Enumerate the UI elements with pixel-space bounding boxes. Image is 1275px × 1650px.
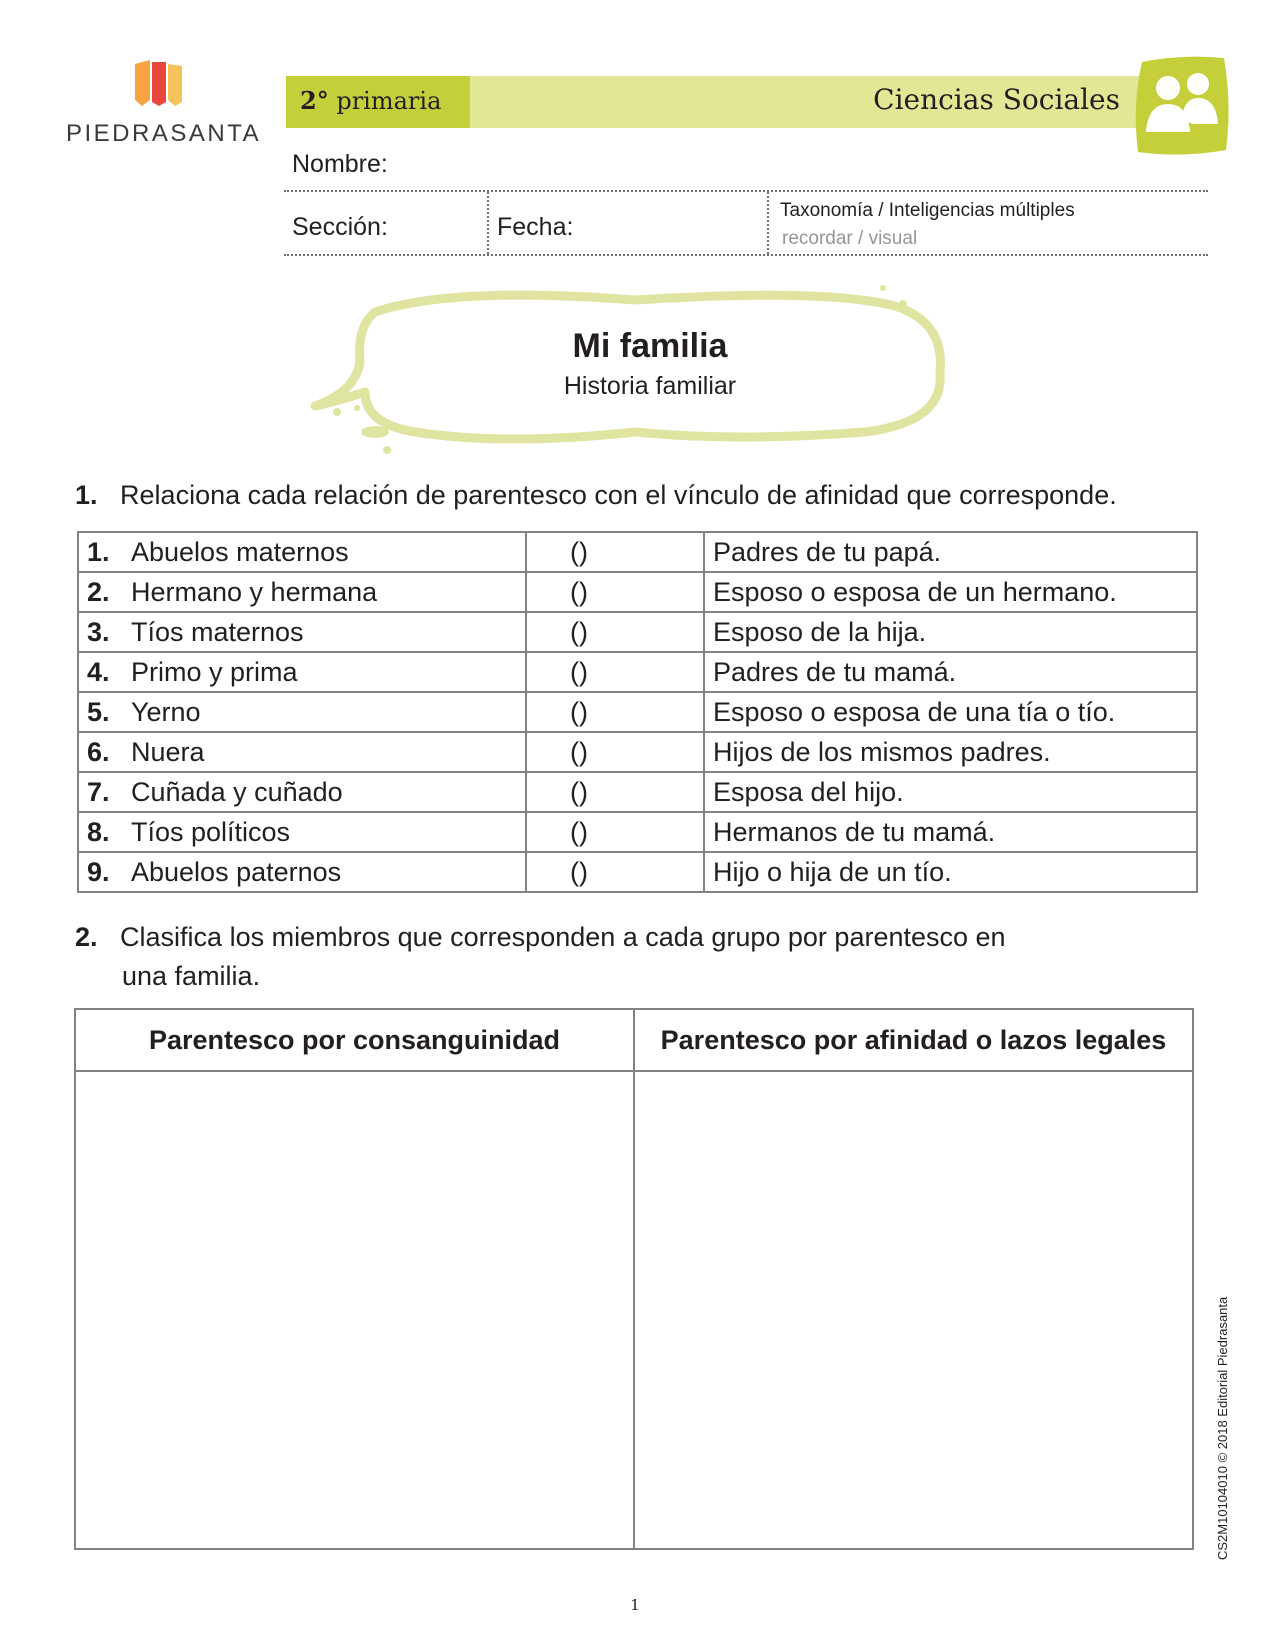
relation-cell [78,652,526,692]
grade-label [300,86,441,115]
brand-name: PIEDRASANTA [66,120,262,147]
answer-blank[interactable] [526,532,704,572]
definition-cell: Padres de tu mamá. [704,652,1197,692]
table-row [78,612,1197,652]
paren-open: ( [570,656,579,687]
answer-blank[interactable] [526,652,704,692]
table-row [78,852,1197,892]
page-number: 1 [630,1596,640,1614]
table-row [78,652,1197,692]
question-number: 2. [75,922,98,952]
copyright-note: CS2M10104010 © 2018 Editorial Piedrasanta [1215,1296,1230,1560]
paren-open: ( [570,616,579,647]
relation-label: Tíos políticos [131,816,291,847]
paren-open: ( [570,536,579,567]
question-text-line2: una familia. [122,961,261,991]
name-line[interactable] [284,190,1208,192]
paren-close: ) [579,736,588,767]
table-row [78,732,1197,772]
question-number: 1. [75,480,98,510]
answer-blank[interactable] [526,812,704,852]
relation-cell [78,572,526,612]
relation-label: Nuera [131,736,205,767]
column-header-affinity: Parentesco por afinidad o lazos legales [634,1009,1193,1071]
subject-title: Ciencias Sociales [873,83,1120,116]
relation-label: Yerno [131,696,201,727]
item-number: 5. [87,696,110,727]
question-text: Relaciona cada relación de parentesco con el vínculo de afinidad que corresponde. [120,480,1117,510]
relation-cell [78,732,526,772]
classification-table [74,1008,1194,1550]
definition-cell: Esposa del hijo. [704,772,1197,812]
grade-number: 2° [300,86,329,115]
paren-close: ) [579,616,588,647]
answer-blank[interactable] [526,852,704,892]
relation-label: Abuelos maternos [131,536,349,567]
section-label: Sección: [292,213,388,241]
grade-level: primaria [336,87,442,115]
relation-cell [78,812,526,852]
relation-cell [78,772,526,812]
answer-blank[interactable] [526,692,704,732]
taxonomy-values: recordar / visual [782,228,918,249]
paren-close: ) [579,776,588,807]
relation-label: Cuñada y cuñado [131,776,343,807]
relation-cell [78,692,526,732]
answer-blank[interactable] [526,612,704,652]
taxonomy-label: Taxonomía / Inteligencias múltiples [780,200,1075,221]
paren-close: ) [579,696,588,727]
column-header-consanguinity: Parentesco por consanguinidad [75,1009,634,1071]
divider [487,192,489,254]
paren-close: ) [579,816,588,847]
item-number: 2. [87,576,110,607]
paren-close: ) [579,576,588,607]
answer-blank[interactable] [526,732,704,772]
question-1 [75,480,1117,511]
relation-cell [78,612,526,652]
page-title: Mi familia [572,327,728,365]
paren-open: ( [570,816,579,847]
relation-label: Abuelos paternos [131,856,342,887]
book-page-orange [135,60,150,106]
book-page-red [152,62,166,106]
definition-cell: Hijos de los mismos padres. [704,732,1197,772]
item-number: 6. [87,736,110,767]
item-number: 1. [87,536,110,567]
people-icon [1132,54,1232,158]
matching-table [77,531,1198,893]
definition-cell: Hermanos de tu mamá. [704,812,1197,852]
table-row [78,812,1197,852]
relation-cell [78,852,526,892]
question-2 [75,922,1006,953]
table-row [78,772,1197,812]
date-label: Fecha: [497,213,574,241]
paren-open: ( [570,856,579,887]
question-text: Clasifica los miembros que corresponden a cada grupo por parentesco en [120,922,1006,952]
paren-close: ) [579,856,588,887]
divider [767,192,769,254]
relation-label: Primo y prima [131,656,298,687]
definition-cell: Esposo o esposa de una tía o tío. [704,692,1197,732]
item-number: 8. [87,816,110,847]
paren-close: ) [579,536,588,567]
paren-open: ( [570,696,579,727]
paren-open: ( [570,776,579,807]
name-label: Nombre: [292,150,388,178]
book-page-yellow [168,64,182,106]
paren-close: ) [579,656,588,687]
paren-open: ( [570,736,579,767]
page-subtitle: Historia familiar [563,372,737,400]
definition-cell: Esposo o esposa de un hermano. [704,572,1197,612]
item-number: 7. [87,776,110,807]
definition-cell: Hijo o hija de un tío. [704,852,1197,892]
item-number: 9. [87,856,110,887]
table-row [78,532,1197,572]
item-number: 4. [87,656,110,687]
definition-cell: Esposo de la hija. [704,612,1197,652]
answer-cell-consanguinity[interactable] [75,1071,634,1549]
relation-label: Tíos maternos [131,616,304,647]
form-bottom-line [284,254,1208,256]
relation-cell [78,532,526,572]
table-row [78,692,1197,732]
answer-blank[interactable] [526,772,704,812]
answer-cell-affinity[interactable] [634,1071,1193,1549]
table-row [78,572,1197,612]
item-number: 3. [87,616,110,647]
definition-cell: Padres de tu papá. [704,532,1197,572]
relation-label: Hermano y hermana [131,576,378,607]
paren-open: ( [570,576,579,607]
answer-blank[interactable] [526,572,704,612]
